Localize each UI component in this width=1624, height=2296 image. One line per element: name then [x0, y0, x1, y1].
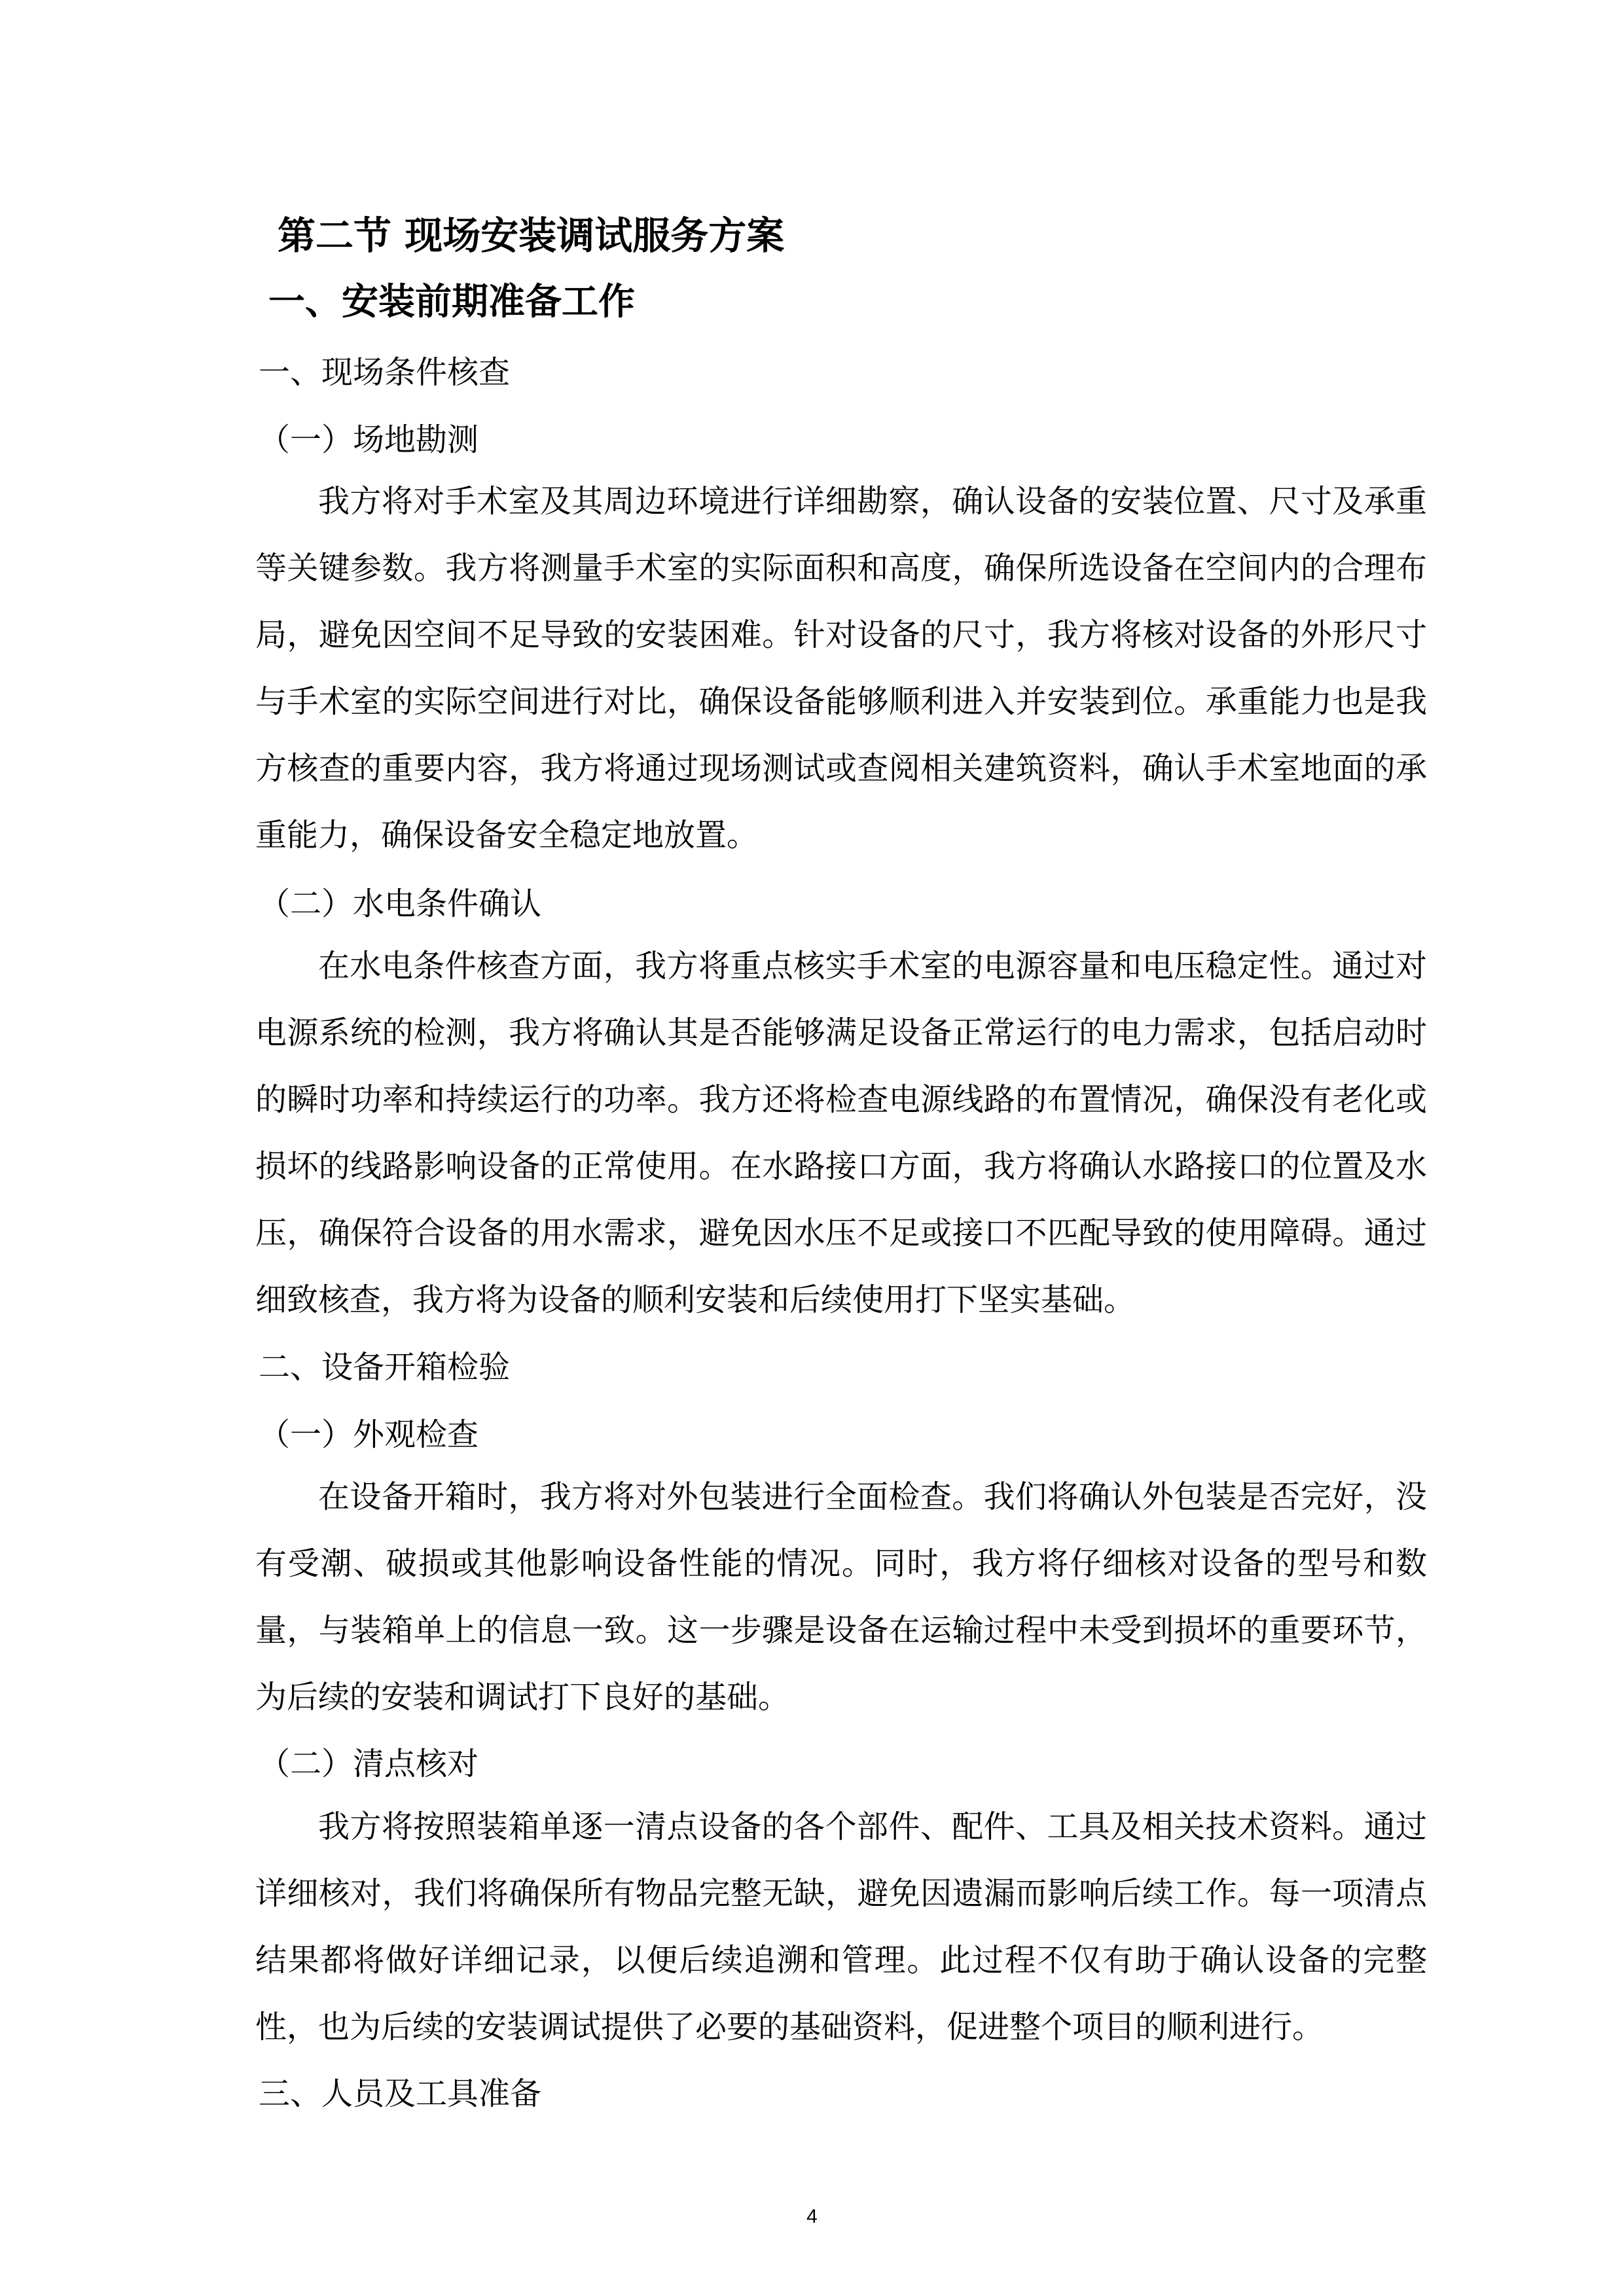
heading-appearance: （一）外观检查 — [259, 1416, 479, 1453]
paragraph-inventory: 我方将按照装箱单逐一清点设备的各个部件、配件、工具及相关技术资料。通过详细核对，我们将确保所有物品完整无缺，避免因遗漏而影响后续工作。每一项清点结果都将做好详细记录，以便后续追溯和管理。此过程不仅有助于确认设备的完整性，也为后续的安装调试提供了必要的基础资料，促进整个项目的顺利进行。 — [255, 1808, 1427, 2045]
heading-utilities: （二）水电条件确认 — [259, 886, 542, 922]
heading-personnel-tools: 三、人员及工具准备 — [259, 2075, 542, 2112]
heading-unboxing: 二、设备开箱检验 — [259, 1349, 511, 1386]
chapter-heading: 一、安装前期准备工作 — [268, 281, 635, 323]
paragraph-site-survey: 我方将对手术室及其周边环境进行详细勘察，确认设备的安装位置、尺寸及承重等关键参数。我方将测量手术室的实际面积和高度，确保所选设备在空间内的合理布局，避免因空间不足导致的安装困难。针对设备的尺寸，我方将核对设备的外形尺寸与手术室的实际空间进行对比，确保设备能够顺利进入并安装到位。承重能力也是我方核查的重要内容，我方将通过现场测试或查阅相关建筑资料，确认手术室地面的承重能力，确保设备安全稳定地放置。 — [255, 483, 1427, 853]
heading-site-check: 一、现场条件核查 — [259, 354, 511, 391]
heading-site-survey: （一）场地勘测 — [259, 422, 479, 458]
page-number: 4 — [806, 2206, 818, 2227]
section-title: 第二节 现场安装调试服务方案 — [278, 213, 785, 258]
paragraph-appearance: 在设备开箱时，我方将对外包装进行全面检查。我们将确认外包装是否完好，没有受潮、破损或其他影响设备性能的情况。同时，我方将仔细核对设备的型号和数量，与装箱单上的信息一致。这一步骤是设备在运输过程中未受到损坏的重要环节，为后续的安装和调试打下良好的基础。 — [255, 1479, 1427, 1715]
heading-inventory: （二）清点核对 — [259, 1746, 479, 1782]
paragraph-utilities: 在水电条件核查方面，我方将重点核实手术室的电源容量和电压稳定性。通过对电源系统的检测，我方将确认其是否能够满足设备正常运行的电力需求，包括启动时的瞬时功率和持续运行的功率。我方还将检查电源线路的布置情况，确保没有老化或损坏的线路影响设备的正常使用。在水路接口方面，我方将确认水路接口的位置及水压，确保符合设备的用水需求，避免因水压不足或接口不匹配导致的使用障碍。通过细致核查，我方将为设备的顺利安装和后续使用打下坚实基础。 — [255, 948, 1427, 1318]
